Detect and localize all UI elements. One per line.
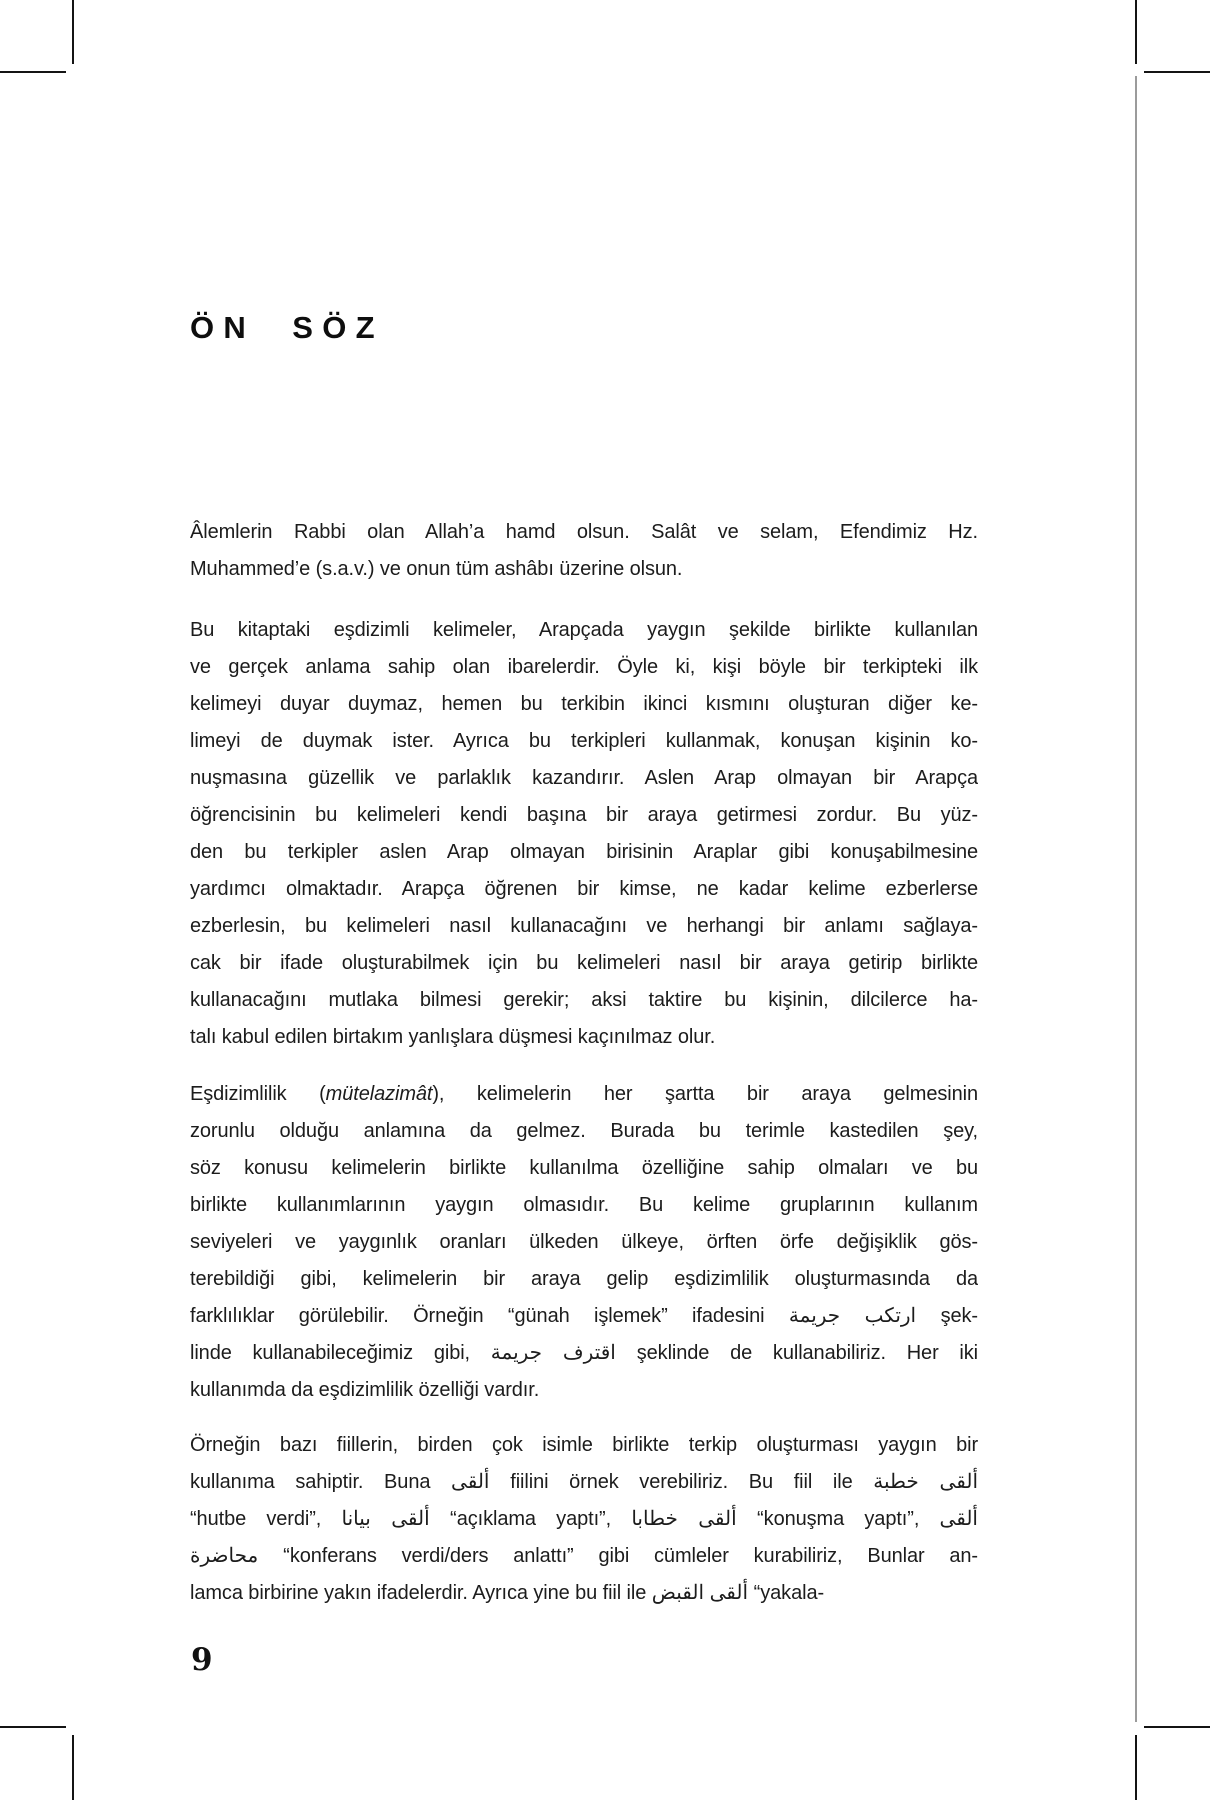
crop-mark-bottom-left-horizontal xyxy=(0,1726,66,1728)
page-title: ÖN SÖZ xyxy=(190,310,384,345)
text-segment: zorunlu olduğu anlamına da gelmez. Burada bu terimle kastedilen şey, xyxy=(190,1120,978,1142)
text-line xyxy=(190,1501,978,1538)
text-segment: kullanımda da eşdizimlilik özelliği vardır. xyxy=(190,1379,540,1401)
text-line xyxy=(190,908,978,945)
text-segment: ve gerçek anlama sahip olan ibarelerdir. Öyle ki, kişi böyle bir terkipteki ilk xyxy=(190,656,978,678)
text-line xyxy=(190,945,978,982)
italic-term: mütelazimât xyxy=(325,1083,433,1105)
page-edge-line xyxy=(1135,76,1137,1722)
text-segment: yardımcı olmaktadır. Arapça öğrenen bir kimse, ne kadar kelime ezberlerse xyxy=(190,878,978,900)
text-segment: terebildiği gibi, kelimelerin bir araya gelip eşdizimlilik oluşturmasında da xyxy=(190,1268,978,1290)
text-segment: kelimeyi duyar duymaz, hemen bu terkibin ikinci kısmını oluşturan diğer ke- xyxy=(190,693,978,715)
text-line xyxy=(190,649,978,686)
text-line xyxy=(190,1464,978,1501)
text-line xyxy=(190,834,978,871)
text-line xyxy=(190,514,978,551)
crop-mark-top-right-horizontal xyxy=(1144,71,1210,73)
text-segment: birlikte kullanımlarının yaygın olmasıdır. Bu kelime gruplarının kullanım xyxy=(190,1194,978,1216)
text-segment: seviyeleri ve yaygınlık oranları ülkeden ülkeye, örften örfe değişiklik gös- xyxy=(190,1231,978,1253)
text-line xyxy=(190,982,978,1019)
text-line xyxy=(190,612,978,649)
text-line xyxy=(190,1427,978,1464)
text-line xyxy=(190,1372,978,1409)
crop-mark-bottom-left-vertical xyxy=(72,1735,74,1800)
page-number: 9 xyxy=(191,1642,213,1678)
text-segment: Muhammed’e (s.a.v.) ve onun tüm ashâbı üzerine olsun. xyxy=(190,558,683,580)
text-line xyxy=(190,1224,978,1261)
text-segment: “hutbe verdi”, ألقى بيانا “açıklama yaptı”, ألقى خطابا “konuşma yaptı”, ألقى xyxy=(190,1508,978,1530)
text-line xyxy=(190,551,978,588)
text-segment: öğrencisinin bu kelimeleri kendi başına bir araya getirmesi zordur. Bu yüz- xyxy=(190,804,978,826)
text-line xyxy=(190,686,978,723)
text-segment: محاضرة “konferans verdi/ders anlattı” gibi cümleler kurabiliriz, Bunlar an- xyxy=(190,1545,978,1567)
text-line xyxy=(190,1575,978,1612)
crop-mark-top-left-horizontal xyxy=(0,71,66,73)
text-segment: ), kelimelerin her şartta bir araya gelmesinin xyxy=(432,1083,978,1105)
text-segment: söz konusu kelimelerin birlikte kullanılma özelliğine sahip olmaları ve bu xyxy=(190,1157,978,1179)
text-line xyxy=(190,1538,978,1575)
paragraph xyxy=(190,514,978,588)
text-block xyxy=(190,514,978,1636)
crop-mark-top-right-vertical xyxy=(1135,0,1137,64)
paragraph xyxy=(190,612,978,1056)
text-line xyxy=(190,871,978,908)
text-line xyxy=(190,1019,978,1056)
text-segment: farklılıklar görülebilir. Örneğin “günah işlemek” ifadesini ارتكب جريمة şek- xyxy=(190,1305,978,1327)
text-line xyxy=(190,723,978,760)
text-segment: talı kabul edilen birtakım yanlışlara düşmesi kaçınılmaz olur. xyxy=(190,1026,716,1048)
text-segment: Âlemlerin Rabbi olan Allah’a hamd olsun. Salât ve selam, Efendimiz Hz. xyxy=(190,521,978,543)
text-segment: Eşdizimlilik ( xyxy=(190,1083,326,1105)
text-line xyxy=(190,1187,978,1224)
text-segment: ezberlesin, bu kelimeleri nasıl kullanacağını ve herhangi bir anlamı sağlaya- xyxy=(190,915,978,937)
text-line xyxy=(190,1298,978,1335)
text-line xyxy=(190,760,978,797)
paragraph xyxy=(190,1076,978,1409)
text-segment: linde kullanabileceğimiz gibi, اقترف جريمة şeklinde de kullanabiliriz. Her iki xyxy=(190,1342,978,1364)
text-segment: den bu terkipler aslen Arap olmayan birisinin Araplar gibi konuşabilmesine xyxy=(190,841,978,863)
text-segment: kullanacağını mutlaka bilmesi gerekir; aksi taktire bu kişinin, dilcilerce ha- xyxy=(190,989,978,1011)
text-segment: limeyi de duymak ister. Ayrıca bu terkipleri kullanmak, konuşan kişinin ko- xyxy=(190,730,978,752)
text-line xyxy=(190,797,978,834)
text-segment: Örneğin bazı fiillerin, birden çok isimle birlikte terkip oluşturması yaygın bir xyxy=(190,1434,978,1456)
crop-mark-top-left-vertical xyxy=(72,0,74,64)
crop-mark-bottom-right-horizontal xyxy=(1144,1726,1210,1728)
paragraph xyxy=(190,1427,978,1612)
text-line xyxy=(190,1076,978,1113)
text-segment: nuşmasına güzellik ve parlaklık kazandırır. Aslen Arap olmayan bir Arapça xyxy=(190,767,978,789)
text-line xyxy=(190,1335,978,1372)
crop-mark-bottom-right-vertical xyxy=(1135,1735,1137,1800)
text-segment: lamca birbirine yakın ifadelerdir. Ayrıca yine bu fiil ile ألقى القبض “yakala- xyxy=(190,1582,825,1604)
text-segment: kullanıma sahiptir. Buna ألقى fiilini örnek verebiliriz. Bu fiil ile ألقى خطبة xyxy=(190,1471,978,1493)
text-line xyxy=(190,1113,978,1150)
text-line xyxy=(190,1261,978,1298)
text-segment: cak bir ifade oluşturabilmek için bu kelimeleri nasıl bir araya getirip birlikte xyxy=(190,952,978,974)
text-segment: Bu kitaptaki eşdizimli kelimeler, Arapçada yaygın şekilde birlikte kullanılan xyxy=(190,619,978,641)
text-line xyxy=(190,1150,978,1187)
